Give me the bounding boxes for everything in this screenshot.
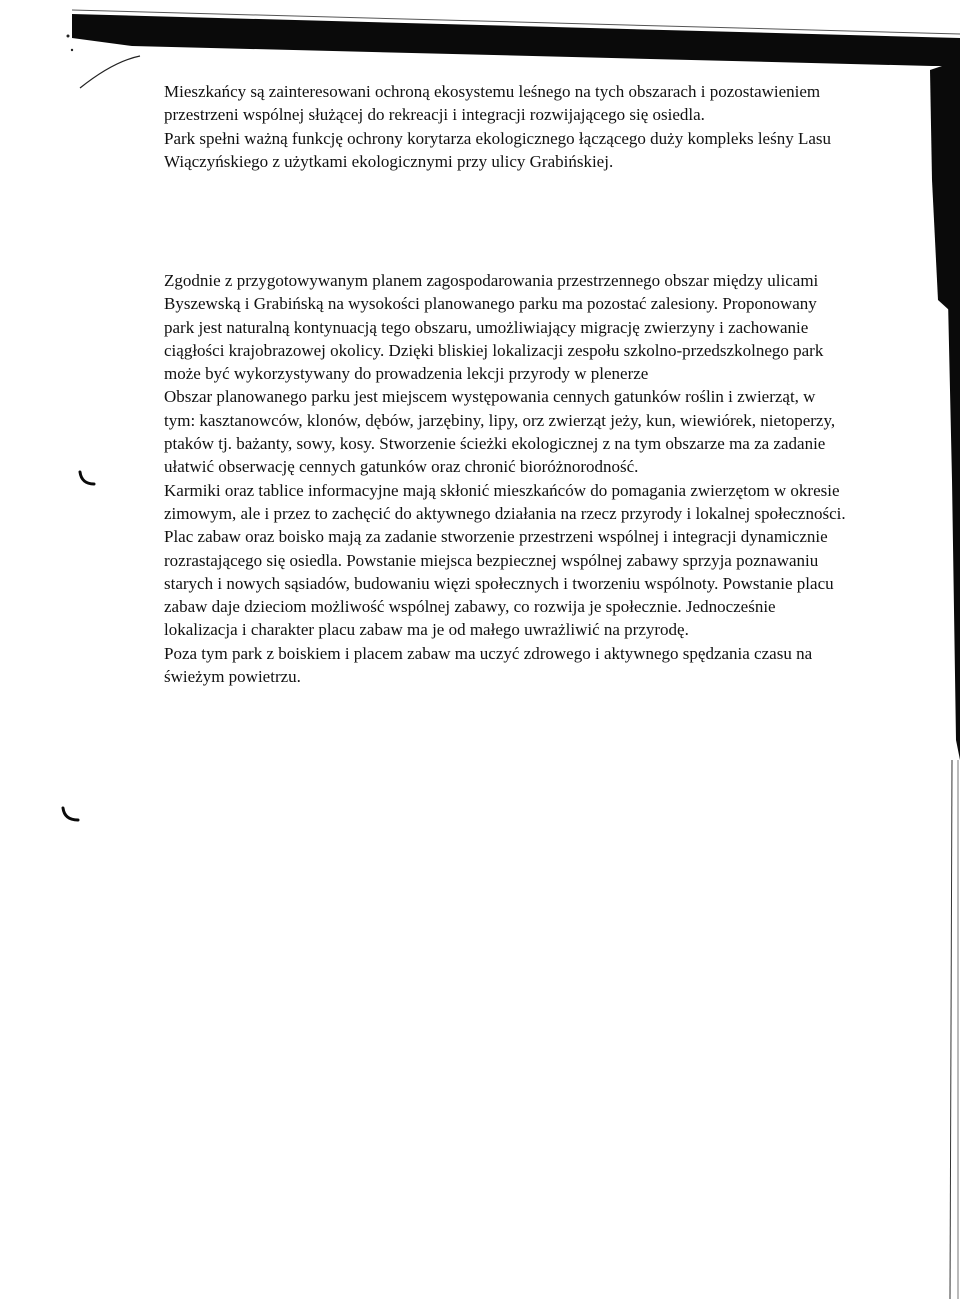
scan-top-edge-shadow: [72, 8, 960, 68]
paragraph-residents-interest: Mieszkańcy są zainteresowani ochroną ekosystemu leśnego na tych obszarach i pozostawieniem przestrzeni wspólnej służącej do rekreacji i integracji rozwijającego się osiedla.: [164, 82, 821, 125]
punch-hole-mark: [60, 806, 82, 826]
paragraph-healthy-lifestyle: Poza tym park z boiskiem i placem zabaw ma uczyć zdrowego i aktywnego spędzania czasu na świeżym powietrzu.: [164, 643, 813, 687]
paragraph-ecological-corridor: Park spełni ważną funkcję ochrony korytarza ekologicznego łączącego duży kompleks leśny Lasu Wiączyńskiego z użytkami ekologicznymi przy ulicy Grabińskiej.: [164, 128, 832, 171]
scan-right-edge-shadow: [870, 60, 960, 1299]
punch-hole-mark: [78, 470, 98, 490]
paragraph-playground: Plac zabaw oraz boisko mają za zadanie stworzenie przestrzeni wspólnej i integracji dynamicznie rozrastającego się osiedla. Powstanie miejsca bezpiecznej wspólnej zabawy sprzyja poznawaniu starych i nowych sąsiadów, budowaniu więzi społecznych i tworzeniu wspólnoty. Powstanie placu zabaw daje dzieciom możliwość wspólnej zabawy, co rozwija je społecznie. Jednocześnie lokalizacja i charakter placu zabaw ma je od małego uwrażliwić na przyrodę.: [164, 527, 834, 640]
main-text-block: [164, 269, 850, 688]
paragraph-feeders: Karmiki oraz tablice informacyjne mają skłonić mieszkańców do pomagania zwierzętom w okresie zimowym, ale i przez to zachęcić do aktywnego działania na rzecz przyrody i lokalnej społeczności.: [164, 480, 846, 523]
intro-text-block: [164, 80, 850, 173]
scan-pen-stroke-mark: [60, 30, 150, 90]
paragraph-zoning-plan: Zgodnie z przygotowywanym planem zagospodarowania przestrzennego obszar między ulicami Byszewską i Grabińską na wysokości planowanego parku ma pozostać zalesiony. Proponowany park jest naturalną kontynuacją tego obszaru, umożliwiający migrację zwierzyny i zachowanie ciągłości krajobrazowej okolicy. Dzięki bliskiej lokalizacji zespołu szkolno-przedszkolnego park może być wykorzystywany do prowadzenia lekcji przyrody w plenerze: [164, 271, 824, 384]
paragraph-species: Obszar planowanego parku jest miejscem występowania cennych gatunków roślin i zwierząt, w tym: kasztanowców, klonów, dębów, jarzębiny, lipy, orz zwierząt jeży, kun, wiewiórek, nietoperzy, ptaków tj. bażanty, sowy, kosy. Stworzenie ścieżki ekologicznej z na tym obszarze ma za zadanie ułatwić obserwację cennych gatunków oraz chronić bioróżnorodność.: [164, 387, 836, 477]
